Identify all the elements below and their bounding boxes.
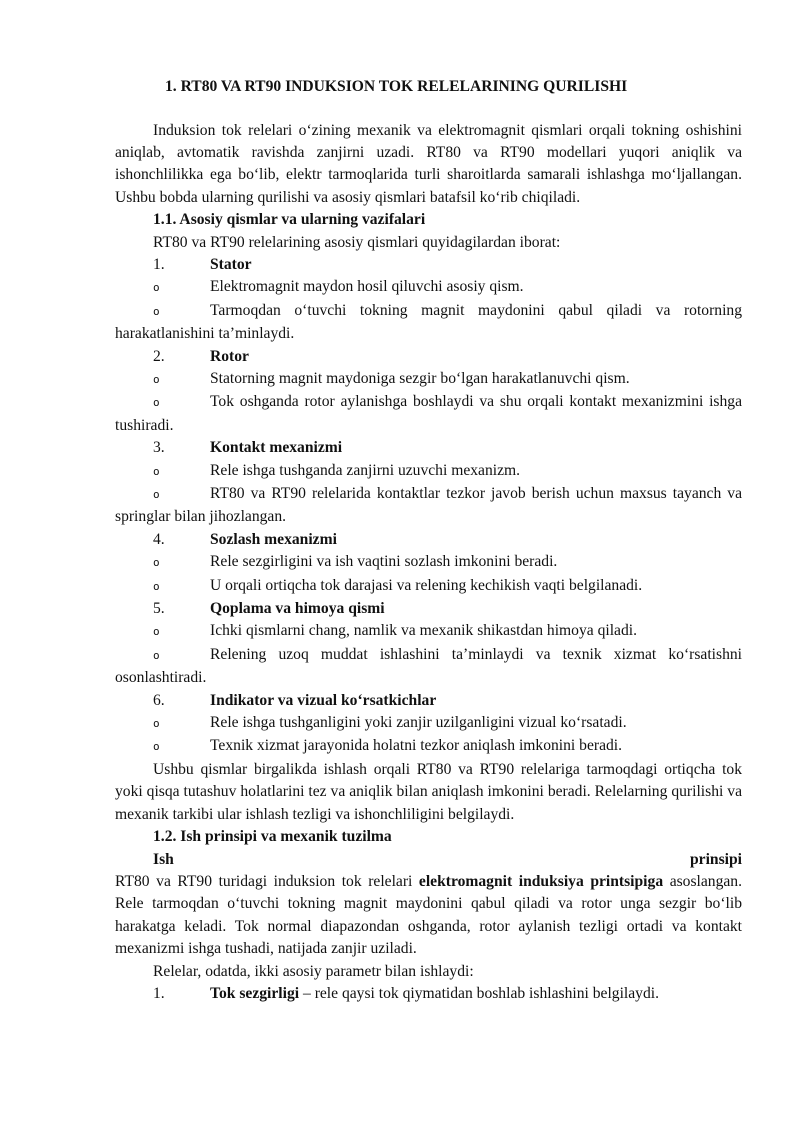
section-heading-1-1: 1.1. Asosiy qismlar va ularning vazifalari: [153, 211, 426, 229]
bullet-marker: o: [153, 281, 160, 295]
bullet-marker: o: [153, 740, 160, 754]
subheading-left: Ish: [153, 850, 174, 868]
intro-paragraph: Induksion tok relelari o‘zining mexanik va elektromagnit qismlari orqali tokning oshishini aniqlab, avtomatik ravishda zanjirni uzadi. RT80 va RT90 modellari yuqori aniqlik va ishonchlilikka ega bo‘lib, elektr tarmoqlarida turli sharoitlarda samarali ishlashga mo‘ljallangan. Ushbu bobda ularning qurilishi va asosiy qismlari batafsil ko‘rib chiqiladi.: [115, 121, 742, 206]
part-item-3: [115, 437, 742, 459]
part-bullet: [115, 644, 742, 690]
bullet-marker: o: [153, 556, 160, 570]
principle-paragraph: [115, 871, 742, 961]
part-bullet: [115, 276, 742, 299]
bullet-marker: o: [153, 488, 160, 501]
bullet-text: Rele sezgirligini va ish vaqtini sozlash imkonini beradi.: [210, 553, 558, 571]
bullet-text: Ichki qismlarni chang, namlik va mexanik shikastdan himoya qiladi.: [210, 622, 638, 640]
part-label: Qoplama va himoya qismi: [210, 600, 385, 618]
part-item-4: [115, 529, 742, 551]
bullet-marker: o: [153, 464, 160, 478]
bullet-text: Statorning magnit maydoniga sezgir bo‘lgan harakatlanuvchi qism.: [210, 369, 630, 387]
subheading-right: prinsipi: [689, 850, 742, 868]
bullet-marker: o: [153, 625, 160, 639]
bullet-text: Texnik xizmat jarayonida holatni tezkor aniqlash imkonini beradi.: [210, 737, 623, 755]
params-lead: Relelar, odatda, ikki asosiy parametr bilan ishlaydi:: [153, 962, 474, 980]
param-number: 1.: [153, 984, 165, 1002]
page-title: 1. RT80 VA RT90 INDUKSION TOK RELELARINING QURILISHI: [165, 78, 628, 95]
section-lead: RT80 va RT90 relelarining asosiy qismlari quyidagilardan iborat:: [153, 233, 561, 251]
bullet-marker: o: [153, 717, 160, 731]
bullet-marker: o: [153, 396, 160, 410]
principle-text-start: RT80 va RT90 turidagi induksion tok relelari: [115, 872, 419, 890]
part-item-5: [115, 598, 742, 620]
bullet-text: Elektromagnit maydon hosil qiluvchi asosiy qism.: [210, 278, 524, 296]
parts-list: [115, 254, 742, 759]
bullet-text: Tarmoqdan o‘tuvchi tokning magnit maydonini qabul qiladi va rotorning harakatlanishini ta’minlaydi.: [115, 301, 742, 343]
part-bullet: [115, 620, 742, 643]
summary-paragraph: Ushbu qismlar birgalikda ishlash orqali RT80 va RT90 relelariga tarmoqdagi ortiqcha tok yoki qisqa tutashuv holatlarini tez va aniqlik bilan aniqlash imkonini beradi. Relelarning qurilishi va mexanik tarkibi ular ishlash tezligi va ishonchliligini belgilaydi.: [115, 760, 742, 823]
param-label: Tok sezgirligi: [210, 984, 300, 1002]
part-number: 4.: [153, 530, 165, 548]
part-bullet: [115, 300, 742, 346]
part-label: Stator: [210, 255, 252, 273]
part-item-1: [115, 254, 742, 276]
bullet-marker: o: [153, 648, 160, 662]
part-bullet: [115, 712, 742, 735]
bullet-text: Rele ishga tushganligini yoki zanjir uzilganligini vizual ko‘rsatadi.: [210, 714, 627, 732]
part-number: 6.: [153, 691, 165, 709]
part-label: Indikator va vizual ko‘rsatkichlar: [210, 691, 437, 709]
bullet-marker: o: [153, 372, 160, 386]
part-label: Rotor: [210, 347, 249, 365]
bullet-marker: o: [153, 304, 160, 318]
part-item-2: [115, 346, 742, 368]
part-number: 2.: [153, 347, 165, 365]
part-bullet: [115, 391, 742, 437]
part-bullet: [115, 735, 742, 758]
bullet-text: RT80 va RT90 relelarida kontaktlar tezkor javob berish uchun maxsus tayanch va springlar bilan jihozlangan.: [115, 485, 742, 526]
part-label: Kontakt mexanizmi: [210, 439, 343, 457]
bullet-text: U orqali ortiqcha tok darajasi va relening kechikish vaqti belgilanadi.: [210, 576, 643, 594]
principle-text-end: asoslangan. Rele tarmoqdan o‘tuvchi tokning magnit maydonini qabul qiladi va rotor unga sezgir bo‘lib harakatga keladi. Tok normal diapazondan oshganda, rotor aylanish tezligi ortadi va kontakt mexanizmi ishga tushadi, natijada zanjir uziladi.: [115, 872, 743, 958]
part-number: 1.: [153, 255, 165, 273]
principle-text-bold: elektromagnit induksiya printsipiga: [418, 872, 664, 890]
document-body: [115, 120, 742, 1006]
part-bullet: [115, 483, 742, 529]
part-number: 3.: [153, 439, 165, 457]
part-item-6: [115, 690, 742, 712]
part-label: Sozlash mexanizmi: [210, 530, 337, 548]
bullet-text: Rele ishga tushganda zanjirni uzuvchi mexanizm.: [210, 461, 521, 479]
param-text: – rele qaysi tok qiymatidan boshlab ishlashini belgilaydi.: [299, 984, 659, 1002]
section-heading-1-2: 1.2. Ish prinsipi va mexanik tuzilma: [153, 828, 392, 846]
part-bullet: [115, 368, 742, 391]
bullet-text: Relening uzoq muddat ishlashini ta’minlaydi va texnik xizmat ko‘rsatishni osonlashtiradi.: [115, 645, 742, 687]
part-bullet: [115, 575, 742, 598]
part-bullet: [115, 551, 742, 574]
bullet-text: Tok oshganda rotor aylanishga boshlaydi va shu orqali kontakt mexanizmini ishga tushiradi.: [115, 393, 742, 434]
part-bullet: [115, 460, 742, 483]
param-item-1: [115, 983, 742, 1005]
subheading-ish-prinsipi: [115, 849, 742, 871]
part-number: 5.: [153, 600, 165, 618]
bullet-marker: o: [153, 579, 160, 593]
